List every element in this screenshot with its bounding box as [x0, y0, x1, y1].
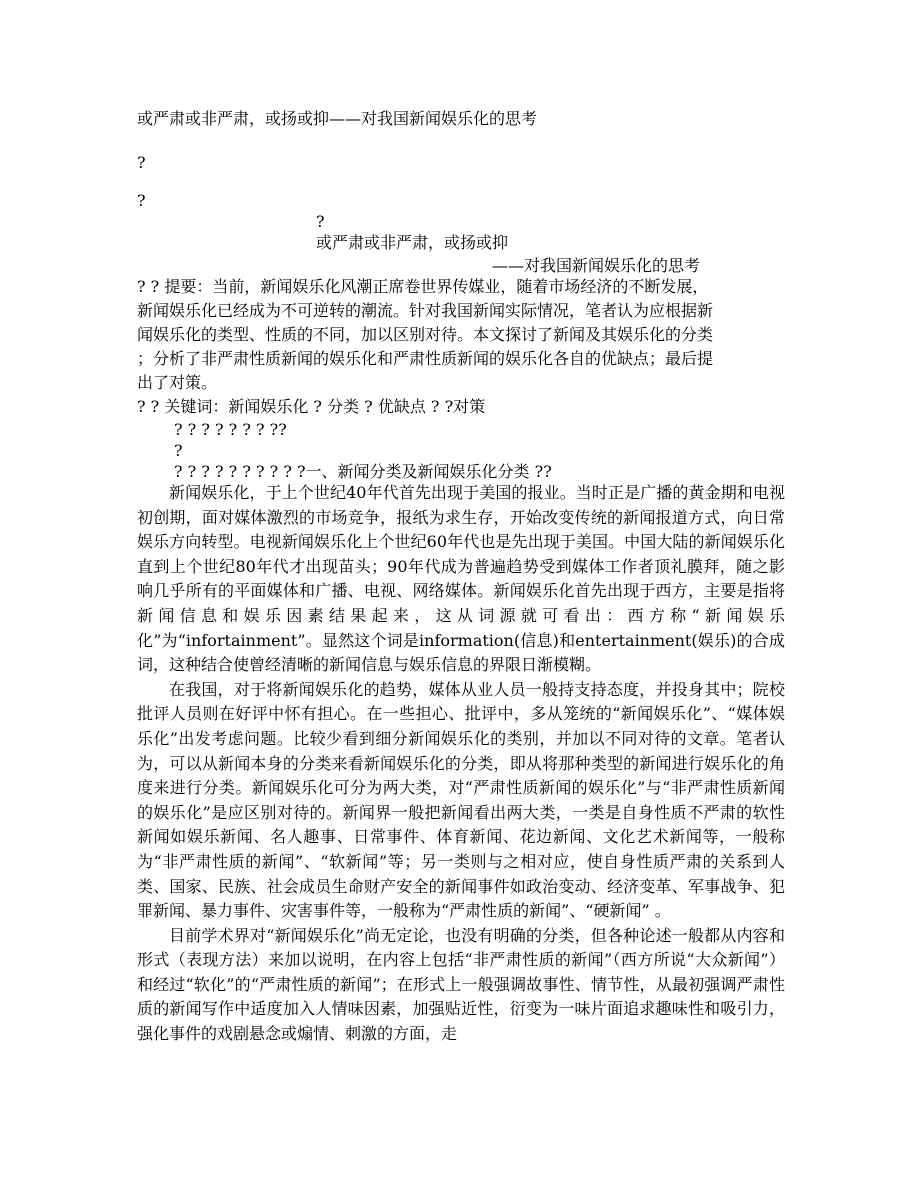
article-body — [137, 481, 785, 1047]
placeholder-line: ? — [137, 191, 146, 210]
body-paragraph: 目前学术界对“新闻娱乐化”尚无定论，也没有明确的分类，但各种论述一般都从内容和形式（表现方法）来加以说明，在内容上包括“非严肃性质的新闻”（西方所说“大众新闻”）和经过“软化”的“严肃性质的新闻”；在形式上一般强调故事性、情节性，从最初强调严肃性质的新闻写作中适度加入人情味因素，加强贴近性，衍变为一味片面追求趣味性和吸引力，强化事件的戏剧悬念或煽情、刺激的方面，走 — [137, 925, 785, 1044]
article-title: 或严肃或非严肃，或扬或抑 — [316, 233, 509, 252]
mark-line: ? ? ? ? ? ? ? ?? — [174, 420, 287, 439]
abstract-line: 新闻娱乐化已经成为不可逆转的潮流。针对我国新闻实际情况，笔者认为应根据新 — [137, 301, 714, 320]
mark-line: ? — [174, 441, 183, 460]
abstract-line: 闻娱乐化的类型、性质的不同，加以区别对待。本文探讨了新闻及其娱乐化的分类 — [137, 325, 714, 344]
article-subtitle: ——对我国新闻娱乐化的思考 — [492, 256, 701, 275]
section-heading: ? ? ? ? ? ? ? ? ? ?一、新闻分类及新闻娱乐化分类 ?? — [174, 462, 552, 481]
abstract-line: ；分析了非严肃性质新闻的娱乐化和严肃性质新闻的娱乐化各自的优缺点；最后提 — [137, 349, 714, 368]
document-header-title: 或严肃或非严肃，或扬或抑——对我国新闻娱乐化的思考 — [137, 109, 538, 128]
keywords-line: ? ? 关键词：新闻娱乐化 ? 分类 ? 优缺点 ? ?对策 — [137, 397, 486, 416]
body-paragraph: 在我国，对于将新闻娱乐化的趋势，媒体从业人员一般持支持态度，并投身其中；院校批评人员则在好评中怀有担心。在一些担心、批评中，多从笼统的“新闻娱乐化”、“媒体娱乐化”出发考虑问题。比较少看到细分新闻娱乐化的类别，并加以不同对待的文章。笔者认为，可以从新闻本身的分类来看新闻娱乐化的分类，即从将那种类型的新闻进行娱乐化的角度来进行分类。新闻娱乐化可分为两大类，对“严肃性质新闻的娱乐化”与“非严肃性质新闻的娱乐化”是应区别对待的。新闻界一般把新闻看出两大类，一类是自身性质不严肃的软性新闻如娱乐新闻、名人趣事、日常事件、体育新闻、花边新闻、文化艺术新闻等，一般称为“非严肃性质的新闻”、“软新闻”等；另一类则与之相对应，使自身性质严肃的关系到人类、国家、民族、社会成员生命财产安全的新闻事件如政治变动、经济变革、军事战争、犯罪新闻、暴力事件、灾害事件等，一般称为“严肃性质的新闻”、“硬新闻” 。 — [137, 679, 785, 921]
abstract-line: 出了对策。 — [137, 373, 218, 392]
abstract-line: ? ? 提要：当前，新闻娱乐化风潮正席卷世界传媒业，随着市场经济的不断发展， — [137, 277, 709, 296]
title-mark: ? — [316, 212, 325, 231]
placeholder-line: ? — [137, 153, 146, 172]
body-paragraph: 新闻娱乐化，于上个世纪40年代首先出现于美国的报业。当时正是广播的黄金期和电视初创期，面对媒体激烈的市场竞争，报纸为求生存，开始改变传统的新闻报道方式，向日常娱乐方向转型。电视新闻娱乐化上个世纪60年代也是先出现于美国。中国大陆的新闻娱乐化直到上个世纪80年代才出现苗头；90年代成为普遍趋势受到媒体工作者顶礼膜拜，随之影响几乎所有的平面媒体和广播、电视、网络媒体。新闻娱乐化首先出现于西方，主要是指将新闻信息和娱乐因素结果起来，这从词源就可看出：西方称“新闻娱乐化”为“infortainment”。显然这个词是information(信息)和entertainment(娱乐)的合成词，这种结合使曾经清晰的新闻信息与娱乐信息的界限日渐模糊。 — [137, 483, 785, 675]
